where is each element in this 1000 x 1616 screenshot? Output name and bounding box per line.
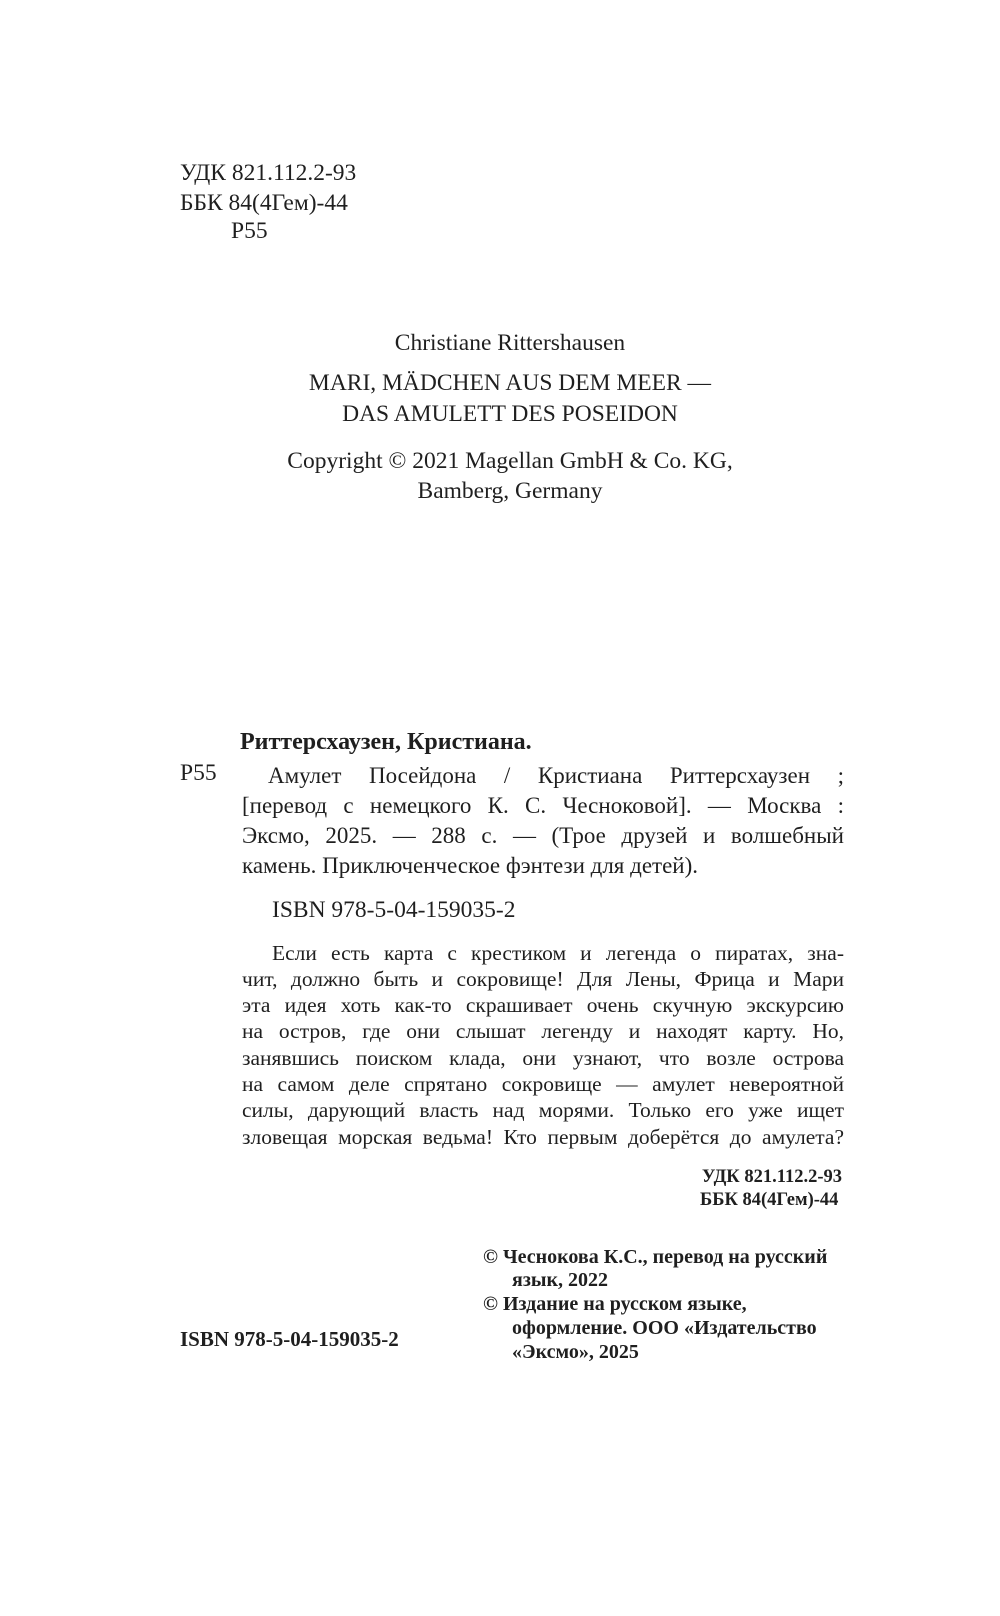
annotation-line: эта идея хоть как-то скрашивает очень скучную экскурсию [242, 993, 844, 1017]
top-udk: УДК 821.112.2-93 [180, 160, 357, 186]
annotation-line: силы, дарующий власть над морями. Только его уже ищет [242, 1098, 844, 1122]
catalog-udk: УДК 821.112.2-93 [701, 1167, 842, 1187]
catalog-author-mark: Р55 [180, 760, 217, 786]
copyright-line: «Эксмо», 2025 [512, 1341, 639, 1363]
description-line: Эксмо, 2025. — 288 с. — (Трое друзей и волшебный [242, 823, 844, 848]
original-title-line2: DAS AMULETT DES POSEIDON [342, 401, 678, 427]
annotation-line: чит, должно быть и сокровище! Для Лены, Фрица и Мари [242, 967, 844, 991]
catalog-isbn: ISBN 978-5-04-159035-2 [272, 897, 516, 923]
annotation-line: зловещая морская ведьма! Кто первым доберётся до амулета? [242, 1125, 844, 1149]
description-line: камень. Приключенческое фэнтези для детей). [242, 853, 699, 878]
annotation-line: на самом деле спрятано сокровище — амулет невероятной [242, 1072, 844, 1096]
footer-isbn: ISBN 978-5-04-159035-2 [180, 1327, 399, 1351]
copyright-line: оформление. ООО «Издательство [512, 1317, 817, 1339]
catalog-bbk: ББК 84(4Гем)-44 [700, 1190, 839, 1210]
original-title-line1: MARI, MÄDCHEN AUS DEM MEER — [308, 370, 712, 396]
original-author: Christiane Rittershausen [394, 330, 626, 356]
catalog-heading: Риттерсхаузен, Кристиана. [240, 729, 532, 755]
top-bbk: ББК 84(4Гем)-44 [180, 190, 348, 216]
annotation-line: Если есть карта с крестиком и легенда о пиратах, зна- [272, 941, 844, 965]
annotation-line: на остров, где они слышат легенду и находят карту. Но, [242, 1019, 844, 1043]
copyright-line: © Чеснокова К.С., перевод на русский [483, 1246, 828, 1268]
description-line: Амулет Посейдона / Кристиана Риттерсхаузен ; [268, 763, 844, 788]
annotation-line: занявшись поиском клада, они узнают, что возле острова [242, 1046, 844, 1070]
copyright-line: © Издание на русском языке, [483, 1293, 747, 1315]
description-line: [перевод с немецкого К. С. Чесноковой]. — Москва : [242, 793, 844, 818]
original-copyright-line2: Bamberg, Germany [417, 478, 603, 504]
original-copyright-line1: Copyright © 2021 Magellan GmbH & Co. KG, [287, 448, 733, 474]
top-author-mark: Р55 [231, 218, 268, 244]
copyright-line: язык, 2022 [512, 1269, 608, 1291]
